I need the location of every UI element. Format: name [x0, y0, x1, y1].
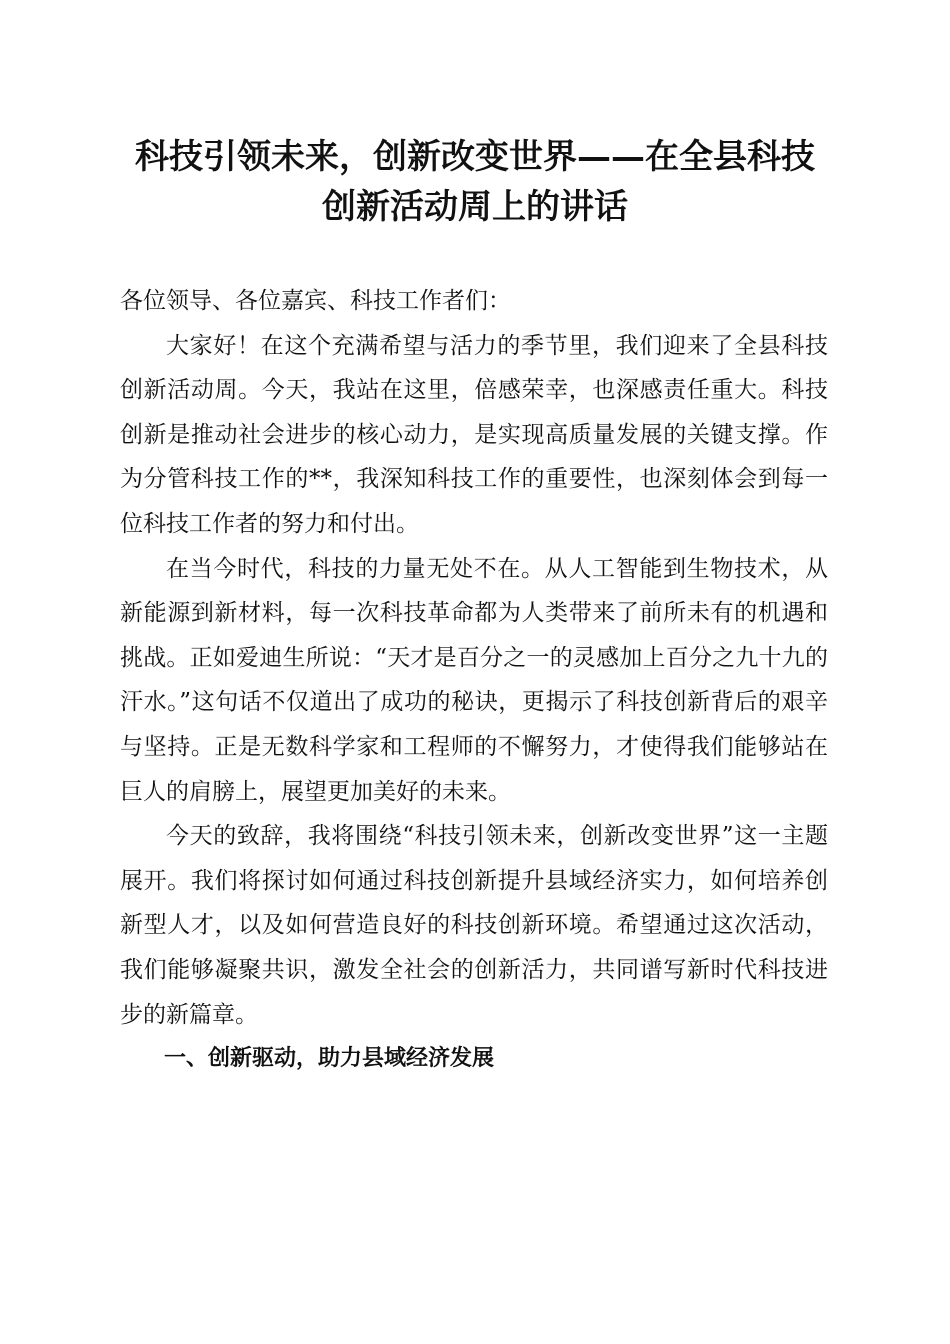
paragraph-3: 今天的致辞，我将围绕“科技引领未来，创新改变世界”这一主题展开。我们将探讨如何通过科技创新提升县域经济实力，如何培养创新型人才，以及如何营造良好的科技创新环境。希望通过这次活动，我们能够凝聚共识，激发全社会的创新活力，共同谱写新时代科技进步的新篇章。: [120, 823, 828, 1028]
section-heading: 一、创新驱动，助力县域经济发展: [164, 1046, 495, 1072]
page-title: [100, 132, 850, 232]
paragraph-2: 在当今时代，科技的力量无处不在。从人工智能到生物技术，从新能源到新材料，每一次科技革命都为人类带来了前所未有的机遇和挑战。正如爱迪生所说：“天才是百分之一的灵感加上百分之九十九的汗水。”这句话不仅道出了成功的秘诀，更揭示了科技创新背后的艰辛与坚持。正是无数科学家和工程师的不懈努力，才使得我们能够站在巨人的肩膀上，展望更加美好的未来。: [120, 555, 828, 805]
document-body: [120, 279, 828, 1082]
salutation: 各位领导、各位嘉宾、科技工作者们：: [120, 288, 511, 314]
paragraph-1: 大家好！在这个充满希望与活力的季节里，我们迎来了全县科技创新活动周。今天，我站在这里，倍感荣幸，也深感责任重大。科技创新是推动社会进步的核心动力，是实现高质量发展的关键支撑。作为分管科技工作的**，我深知科技工作的重要性，也深刻体会到每一位科技工作者的努力和付出。: [120, 332, 828, 537]
title-line-2: 创新活动周上的讲话: [322, 187, 628, 227]
title-line-1: 科技引领未来，创新改变世界——在全县科技: [135, 137, 815, 177]
